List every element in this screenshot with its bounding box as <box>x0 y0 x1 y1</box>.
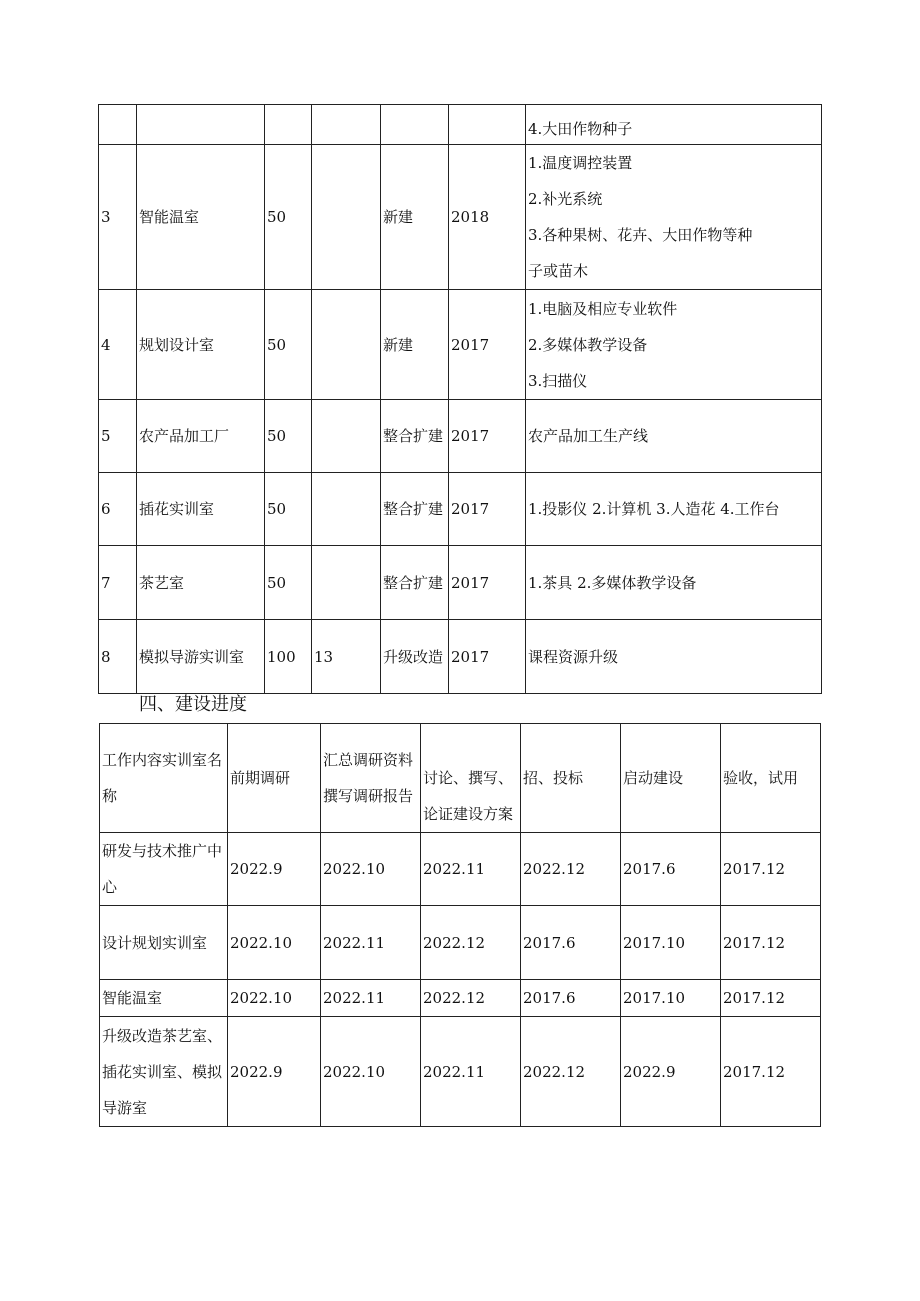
table-row <box>99 290 822 400</box>
cell-lab: 升级改造茶艺室、插花实训室、模拟导游室 <box>100 1017 228 1127</box>
cell-name: 规划设计室 <box>137 290 265 400</box>
cell-date: 2022.11 <box>421 1017 521 1127</box>
cell-equipment <box>526 105 822 145</box>
cell-area: 50 <box>265 290 312 400</box>
cell-date: 2022.12 <box>521 1017 621 1127</box>
cell-date: 2022.12 <box>521 833 621 906</box>
cell-year: 2017 <box>449 290 526 400</box>
column-header: 招、投标 <box>521 724 621 833</box>
cell-date: 2022.9 <box>228 833 321 906</box>
table-row <box>99 620 822 694</box>
cell-date: 2017.6 <box>521 906 621 980</box>
cell-type: 整合扩建 <box>381 546 449 620</box>
construction-schedule-table <box>99 723 821 1127</box>
cell-equipment <box>526 546 822 620</box>
cell-no: 4 <box>99 290 137 400</box>
table-row <box>99 546 822 620</box>
table-header-row <box>100 724 821 833</box>
cell-date: 2017.12 <box>721 906 821 980</box>
equipment-line: 2.补光系统 <box>528 190 603 208</box>
cell-lab: 研发与技术推广中心 <box>100 833 228 906</box>
cell-type: 升级改造 <box>381 620 449 694</box>
table-row <box>100 833 821 906</box>
cell-extra: 13 <box>312 620 381 694</box>
cell-date: 2017.6 <box>621 833 721 906</box>
cell-no: 8 <box>99 620 137 694</box>
cell-year: 2017 <box>449 546 526 620</box>
cell-name: 智能温室 <box>137 145 265 290</box>
cell-type: 整合扩建 <box>381 400 449 473</box>
cell-no <box>99 105 137 145</box>
cell-date: 2022.11 <box>321 980 421 1017</box>
cell-name: 茶艺室 <box>137 546 265 620</box>
cell-lab: 智能温室 <box>100 980 228 1017</box>
cell-extra <box>312 145 381 290</box>
lab-equipment-table <box>98 104 822 694</box>
cell-no: 3 <box>99 145 137 290</box>
cell-date: 2022.9 <box>621 1017 721 1127</box>
cell-lab: 设计规划实训室 <box>100 906 228 980</box>
cell-year: 2017 <box>449 620 526 694</box>
cell-year <box>449 105 526 145</box>
cell-equipment <box>526 400 822 473</box>
cell-area: 100 <box>265 620 312 694</box>
column-header: 验收，试用 <box>721 724 821 833</box>
column-header: 启动建设 <box>621 724 721 833</box>
cell-name: 模拟导游实训室 <box>137 620 265 694</box>
cell-extra <box>312 290 381 400</box>
cell-date: 2022.10 <box>321 1017 421 1127</box>
cell-date: 2022.11 <box>421 833 521 906</box>
cell-date: 2017.12 <box>721 1017 821 1127</box>
cell-no: 7 <box>99 546 137 620</box>
cell-type: 新建 <box>381 290 449 400</box>
cell-date: 2022.12 <box>421 906 521 980</box>
cell-extra <box>312 105 381 145</box>
cell-name: 插花实训室 <box>137 473 265 546</box>
equipment-line: 1.温度调控装置 <box>528 154 633 172</box>
column-header: 汇总调研资料撰写调研报告 <box>321 724 421 833</box>
cell-equipment <box>526 290 822 400</box>
table-row <box>99 145 822 290</box>
cell-date: 2022.12 <box>421 980 521 1017</box>
table-row <box>99 105 822 145</box>
cell-area: 50 <box>265 400 312 473</box>
cell-date: 2017.12 <box>721 833 821 906</box>
equipment-line: 子或苗木 <box>528 262 589 280</box>
column-header: 前期调研 <box>228 724 321 833</box>
cell-no: 6 <box>99 473 137 546</box>
cell-area: 50 <box>265 546 312 620</box>
cell-date: 2017.12 <box>721 980 821 1017</box>
equipment-line: 3.扫描仪 <box>528 371 588 390</box>
equipment-line: 3.各种果树、花卉、大田作物等种 <box>528 226 753 244</box>
equipment-line: 农产品加工生产线 <box>528 427 649 445</box>
equipment-line: 1.电脑及相应专业软件 <box>528 299 678 318</box>
table-row <box>100 1017 821 1127</box>
cell-date: 2022.10 <box>228 980 321 1017</box>
equipment-line: 1.投影仪 2.计算机 3.人造花 4.工作台 <box>528 500 780 518</box>
cell-area: 50 <box>265 473 312 546</box>
table-row <box>99 400 822 473</box>
cell-no: 5 <box>99 400 137 473</box>
cell-equipment <box>526 620 822 694</box>
cell-date: 2022.11 <box>321 906 421 980</box>
equipment-line: 课程资源升级 <box>528 647 619 666</box>
cell-type: 新建 <box>381 145 449 290</box>
table-row <box>100 906 821 980</box>
column-header: 讨论、撰写、论证建设方案 <box>421 724 521 833</box>
table-row <box>100 980 821 1017</box>
equipment-line: 2.多媒体教学设备 <box>528 335 648 354</box>
cell-date: 2022.10 <box>321 833 421 906</box>
cell-date: 2017.6 <box>521 980 621 1017</box>
cell-area <box>265 105 312 145</box>
cell-equipment <box>526 145 822 290</box>
cell-area: 50 <box>265 145 312 290</box>
column-header: 工作内容实训室名称 <box>100 724 228 833</box>
cell-type: 整合扩建 <box>381 473 449 546</box>
cell-year: 2017 <box>449 473 526 546</box>
equipment-line: 4.大田作物种子 <box>528 120 633 138</box>
cell-year: 2018 <box>449 145 526 290</box>
cell-date: 2022.9 <box>228 1017 321 1127</box>
cell-year: 2017 <box>449 400 526 473</box>
cell-type <box>381 105 449 145</box>
cell-date: 2022.10 <box>228 906 321 980</box>
cell-date: 2017.10 <box>621 980 721 1017</box>
cell-extra <box>312 400 381 473</box>
cell-extra <box>312 473 381 546</box>
cell-extra <box>312 546 381 620</box>
cell-name: 农产品加工厂 <box>137 400 265 473</box>
cell-equipment <box>526 473 822 546</box>
cell-name <box>137 105 265 145</box>
table-row <box>99 473 822 546</box>
section-title: 四、建设进度 <box>139 694 247 715</box>
equipment-line: 1.茶具 2.多媒体教学设备 <box>528 573 697 592</box>
cell-date: 2017.10 <box>621 906 721 980</box>
